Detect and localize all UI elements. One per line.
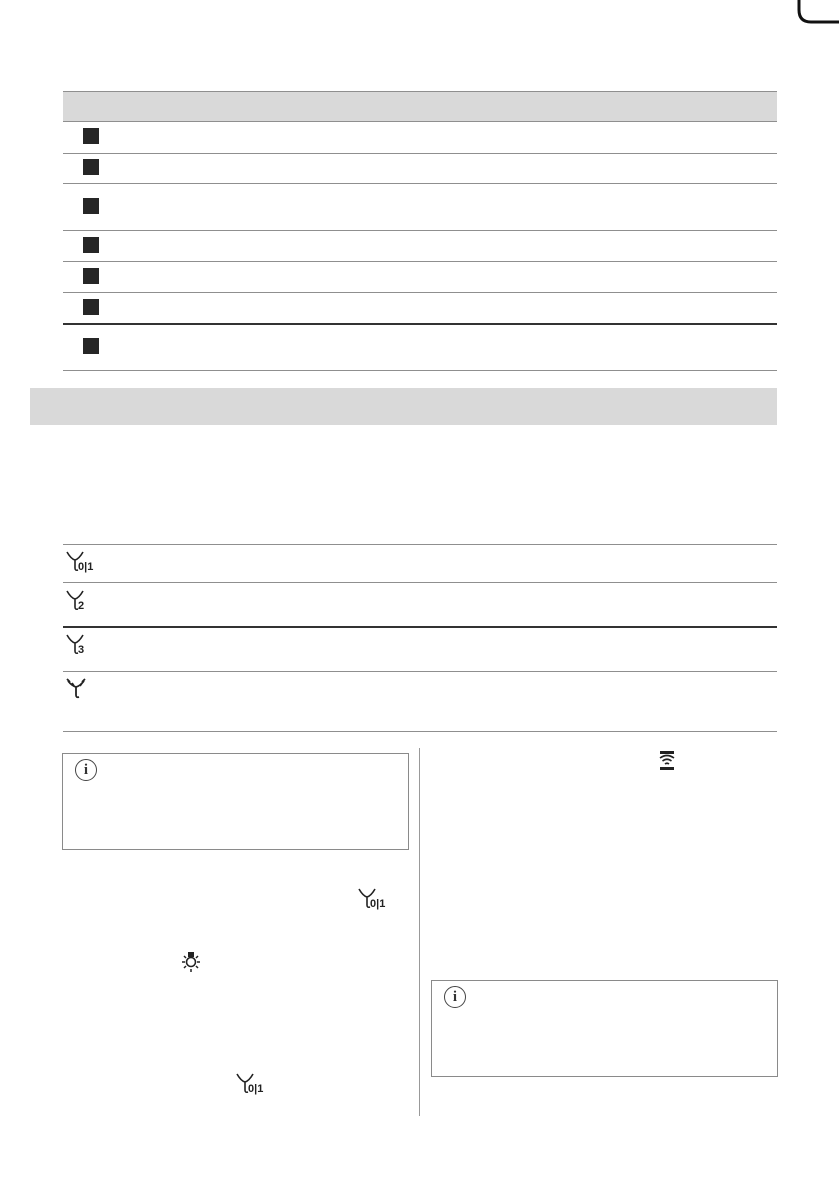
table1-row-6-marker xyxy=(83,299,99,315)
table1-row-2-marker xyxy=(83,159,99,175)
section-title-bar xyxy=(30,388,777,425)
bookmark-corner-icon xyxy=(759,0,839,30)
table1-row-5-marker xyxy=(83,268,99,284)
fan-on-off-icon xyxy=(356,886,396,910)
fan-on-off-label: 0|1 xyxy=(78,561,94,573)
fan-speed-3-label: 3 xyxy=(78,644,85,656)
fan-speed-2-label: 2 xyxy=(78,600,85,612)
info-icon: i xyxy=(444,986,466,1008)
fan-on-off-label: 0|1 xyxy=(370,898,386,910)
hob2hood-wireless-icon xyxy=(656,750,678,772)
fan-boost-icon xyxy=(64,677,94,701)
column-divider xyxy=(419,748,420,1116)
table1-row-7-marker xyxy=(83,338,99,354)
table1-header-row xyxy=(63,91,777,122)
fan-speed-3-icon xyxy=(64,632,104,656)
table1-row-1-marker xyxy=(83,128,99,144)
table1-row-3-marker xyxy=(83,198,99,214)
info-icon: i xyxy=(75,759,97,781)
fan-on-off-icon xyxy=(64,549,104,573)
light-bulb-icon xyxy=(180,950,202,974)
right-info-box xyxy=(431,980,778,1077)
fan-on-off-icon xyxy=(234,1071,274,1095)
table1-row-4-marker xyxy=(83,237,99,253)
left-info-box xyxy=(62,753,409,850)
fan-speed-2-icon xyxy=(64,588,104,612)
fan-on-off-label: 0|1 xyxy=(248,1083,264,1095)
